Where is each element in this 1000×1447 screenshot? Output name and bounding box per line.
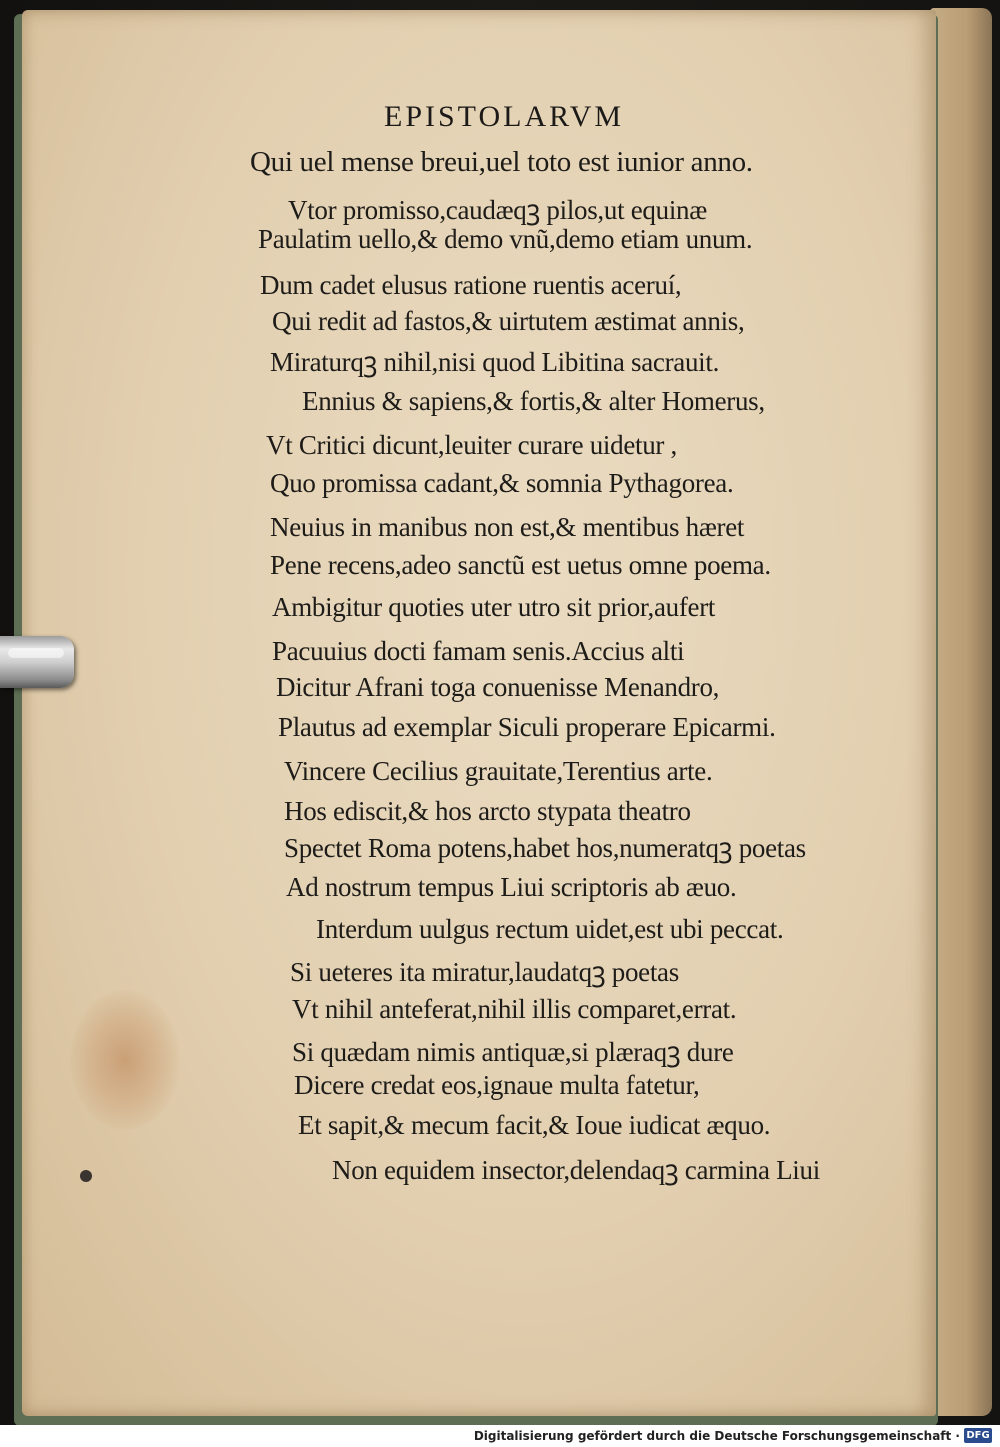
text-line: Spectet Roma potens,habet hos,numeratqꝫ poetas [284,833,806,863]
bookmark-clip [0,636,74,688]
text-line: Qui redit ad fastos,& uirtutem æstimat annis, [272,306,745,336]
text-line: Vtor promisso,caudæqꝫ pilos,ut equinæ [288,195,707,225]
footer-bar [0,1425,1000,1447]
text-line: Paulatim uello,& demo vnũ,demo etiam unum. [258,224,753,254]
text-line: Vt nihil anteferat,nihil illis comparet,errat. [292,994,737,1024]
text-line: Si ueteres ita miratur,laudatqꝫ poetas [290,957,679,987]
punch-hole [80,1170,92,1182]
text-line: Dicere credat eos,ignaue multa fatetur, [294,1070,700,1100]
text-line: Miraturqꝫ nihil,nisi quod Libitina sacrauit. [270,347,720,377]
text-line: Pacuuius docti famam senis.Accius alti [272,636,685,666]
text-line: Ennius & sapiens,& fortis,& alter Homerus, [302,386,765,416]
next-page-bleed-letters [938,100,994,1220]
text-line: Neuius in manibus non est,& mentibus hæret [270,512,745,542]
dfg-logo-icon[interactable]: DFG [964,1428,992,1443]
text-line: Quo promissa cadant,& somnia Pythagorea. [270,468,734,498]
text-line: Interdum uulgus rectum uidet,est ubi peccat. [316,914,784,944]
text-line: Et sapit,& mecum facit,& Ioue iudicat æquo. [298,1110,771,1140]
text-line: Plautus ad exemplar Siculi properare Epicarmi. [278,712,776,742]
foxing-stain [70,990,180,1130]
text-line: Non equidem insector,delendaqꝫ carmina Liui [332,1155,820,1185]
text-line: Si quædam nimis antiquæ,si plæraqꝫ dure [292,1037,734,1067]
text-line: Vt Critici dicunt,leuiter curare uidetur , [266,430,678,460]
funding-notice: Digitalisierung gefördert durch die Deutsche Forschungsgemeinschaft · [473,1429,960,1443]
text-line: Dicitur Afrani toga conuenisse Menandro, [276,672,720,702]
text-line: Hos ediscit,& hos arcto stypata theatro [284,796,691,826]
text-line: Ad nostrum tempus Liui scriptoris ab æuo. [286,872,737,902]
text-line: Qui uel mense breui,uel toto est iunior anno. [250,146,753,178]
running-header: EPISTOLARVM [384,100,625,133]
text-line: Ambigitur quoties uter utro sit prior,aufert [272,592,716,622]
text-line: Dum cadet elusus ratione ruentis aceruí, [260,270,682,300]
text-line: Vincere Cecilius grauitate,Terentius arte. [284,756,713,786]
clip-highlight [8,648,64,658]
text-line: Pene recens,adeo sanctũ est uetus omne poema. [270,550,771,580]
